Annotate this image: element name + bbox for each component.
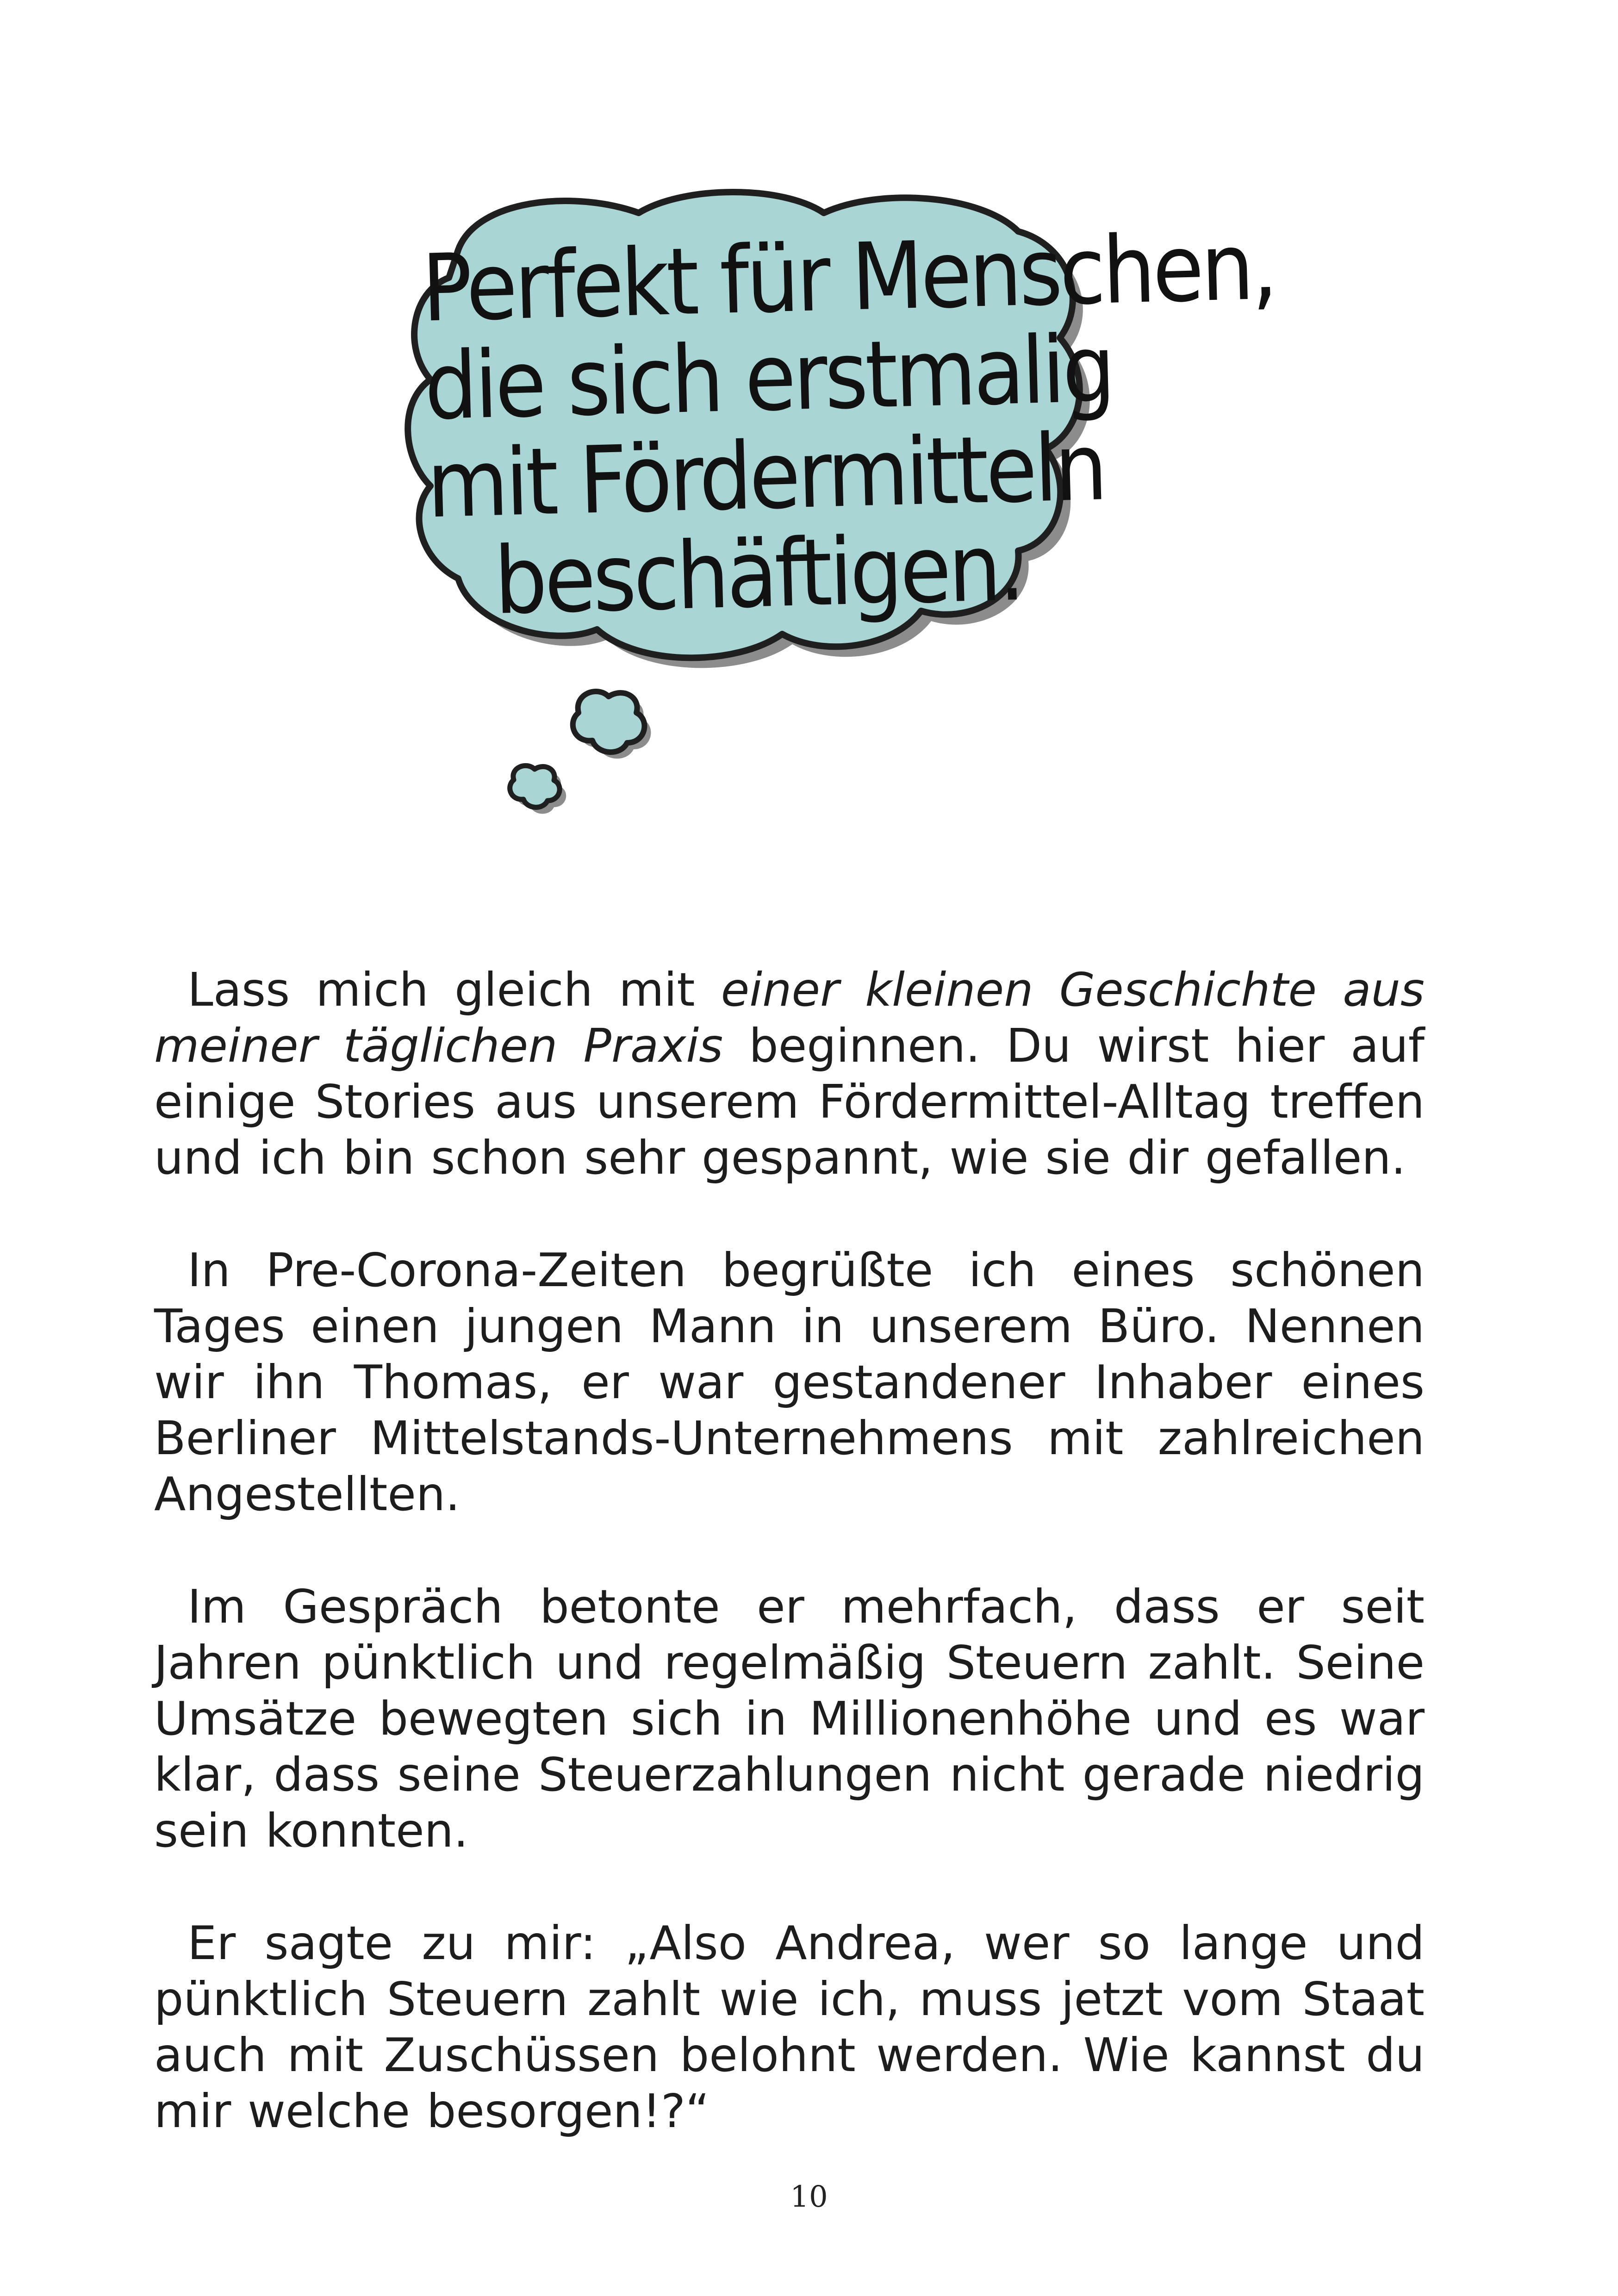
emphasis: einer kleinen Geschichte aus meiner täglichen Praxis [154,963,1425,1073]
paragraph-conversation: Im Gespräch betonte er mehrfach, dass er seit Jahren pünktlich und regelmäßig Steuern zahlt. Seine Umsätze bewegten sich in Millionenhöhe und es war klar, dass seine Steuerzahlungen nicht gerade niedrig sein konnten. [154,1580,1425,1858]
paragraph-thomas: In Pre-Corona-Zeiten begrüßte ich eines schönen Tages einen jungen Mann in unserem Büro. Nennen wir ihn Thomas, er war gestandener Inhaber eines Berliner Mittelstands-Unternehmens mit zahlreichen Angestellten. [154,1243,1425,1521]
bubble-line: beschäftigen. [493,514,1024,635]
bubble-line: mit Fördermitteln [425,413,1106,539]
page-number: 10 [790,2180,828,2214]
thought-bubble-text [420,212,1276,635]
bubble-line: die sich erstmalig [423,315,1114,441]
thought-bubble [380,180,1276,819]
small-thought-cloud [573,691,645,752]
paragraph-quote: Er sagte zu mir: „Also Andrea, wer so lange und pünktlich Steuern zahlt wie ich, muss jetzt vom Staat auch mit Zuschüssen belohnt werden. Wie kannst du mir welche besorgen!?“ [154,1916,1425,2138]
bubble-line: Perfekt für Menschen, [420,212,1276,343]
tiny-thought-cloud [510,765,560,807]
paragraph-intro: Lass mich gleich mit einer kleinen Geschichte aus meiner täglichen Praxis beginnen. Du wirst hier auf einige Stories aus unserem Fördermittel-Alltag treffen und ich bin schon sehr gespannt, wie sie dir gefallen. [154,963,1425,1185]
body-text [154,962,1425,2196]
